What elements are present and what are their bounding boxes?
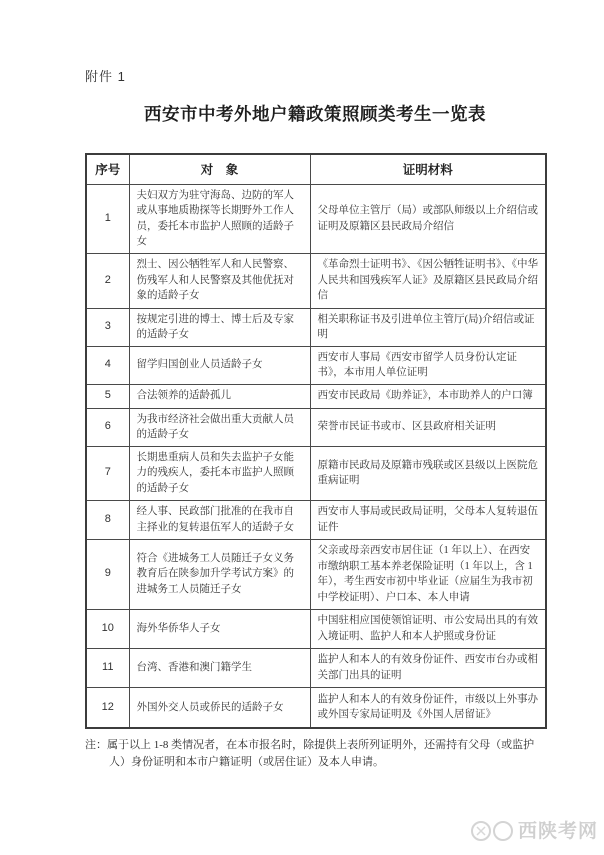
column-header-materials: 证明材料	[310, 154, 546, 184]
attachment-label: 附件 1	[85, 69, 126, 84]
footnote-line-1: 注：属于以上 1-8 类情况者，在本市报名时，除提供上表所列证明外，还需持有父母（或监护	[85, 739, 535, 751]
watermark	[469, 816, 598, 843]
row-number: 1	[86, 184, 129, 253]
table-row	[86, 500, 546, 539]
table-row	[86, 408, 546, 446]
page-title: 西安市中考外地户籍政策照顾类考生一览表	[144, 104, 486, 124]
watermark-text: 西陕考网	[517, 821, 598, 842]
table-row	[86, 253, 546, 308]
materials-cell: 西安市人事局《西安市留学人员身份认定证书》，本市用人单位证明	[310, 346, 546, 384]
materials-cell: 荣誉市民证书或市、区县政府相关证明	[310, 408, 546, 446]
target-cell: 按规定引进的博士、博士后及专家的适龄子女	[129, 308, 310, 346]
table-header-row	[86, 154, 546, 184]
target-cell: 夫妇双方为驻守海岛、边防的军人或从事地质勘探等长期野外工作人员，委托本市监护人照顾的适龄子女	[129, 184, 310, 253]
table-row	[86, 687, 546, 728]
row-number: 6	[86, 408, 129, 446]
target-cell: 长期患重病人员和失去监护子女能力的残疾人，委托本市监护人照顾的适龄子女	[129, 446, 310, 500]
policy-table	[85, 153, 547, 729]
table-row	[86, 446, 546, 500]
row-number: 12	[86, 687, 129, 728]
watermark-logo-icon	[469, 817, 517, 843]
row-number: 5	[86, 384, 129, 408]
target-cell: 海外华侨华人子女	[129, 609, 310, 648]
table-row	[86, 648, 546, 687]
footnote	[85, 737, 537, 771]
materials-cell: 西安市人事局或民政局证明，父母本人复转退伍证件	[310, 500, 546, 539]
table-row	[86, 609, 546, 648]
materials-cell: 父母单位主管厅（局）或部队师级以上介绍信或证明及原籍区县民政局介绍信	[310, 184, 546, 253]
row-number: 2	[86, 253, 129, 308]
materials-cell: 西安市民政局《助养证》，本市助养人的户口簿	[310, 384, 546, 408]
target-cell: 烈士、因公牺牲军人和人民警察、伤残军人和人民警察及其他优抚对象的适龄子女	[129, 253, 310, 308]
row-number: 8	[86, 500, 129, 539]
table-row	[86, 184, 546, 253]
table-row	[86, 308, 546, 346]
row-number: 4	[86, 346, 129, 384]
target-cell: 合法领养的适龄孤儿	[129, 384, 310, 408]
materials-cell: 原籍市民政局及原籍市残联或区县级以上医院危重病证明	[310, 446, 546, 500]
row-number: 9	[86, 539, 129, 609]
materials-cell: 监护人和本人的有效身份证件，市级以上外事办或外国专家局证明及《外国人居留证》	[310, 687, 546, 728]
table-row	[86, 384, 546, 408]
target-cell: 符合《进城务工人员随迁子女义务教育后在陕参加升学考试方案》的进城务工人员随迁子女	[129, 539, 310, 609]
materials-cell: 监护人和本人的有效身份证件、西安市台办或相关部门出具的证明	[310, 648, 546, 687]
row-number: 10	[86, 609, 129, 648]
column-header-no: 序号	[86, 154, 129, 184]
target-cell: 为我市经济社会做出重大贡献人员的适龄子女	[129, 408, 310, 446]
footnote-line-2: 人）身份证明和本市户籍证明（或居住证）及本人申请。	[109, 756, 384, 768]
document-page	[85, 66, 545, 771]
column-header-target: 对 象	[129, 154, 310, 184]
materials-cell: 《革命烈士证明书》、《因公牺牲证明书》、《中华人民共和国残疾军人证》及原籍区县民政局介绍信	[310, 253, 546, 308]
materials-cell: 相关职称证书及引进单位主管厅(局)介绍信或证明	[310, 308, 546, 346]
target-cell: 外国外交人员或侨民的适龄子女	[129, 687, 310, 728]
target-cell: 台湾、香港和澳门籍学生	[129, 648, 310, 687]
target-cell: 经人事、民政部门批准的在我市自主择业的复转退伍军人的适龄子女	[129, 500, 310, 539]
materials-cell: 中国驻相应国使领馆证明、市公安局出具的有效入境证明、监护人和本人护照或身份证	[310, 609, 546, 648]
row-number: 3	[86, 308, 129, 346]
row-number: 7	[86, 446, 129, 500]
table-row	[86, 539, 546, 609]
target-cell: 留学归国创业人员适龄子女	[129, 346, 310, 384]
table-row	[86, 346, 546, 384]
materials-cell: 父亲或母亲西安市居住证（1 年以上）、在西安市缴纳职工基本养老保险证明（1 年以上，含 1 年），考生西安市初中毕业证（应届生为我市初中学校证明）、户口本、本人申请	[310, 539, 546, 609]
row-number: 11	[86, 648, 129, 687]
